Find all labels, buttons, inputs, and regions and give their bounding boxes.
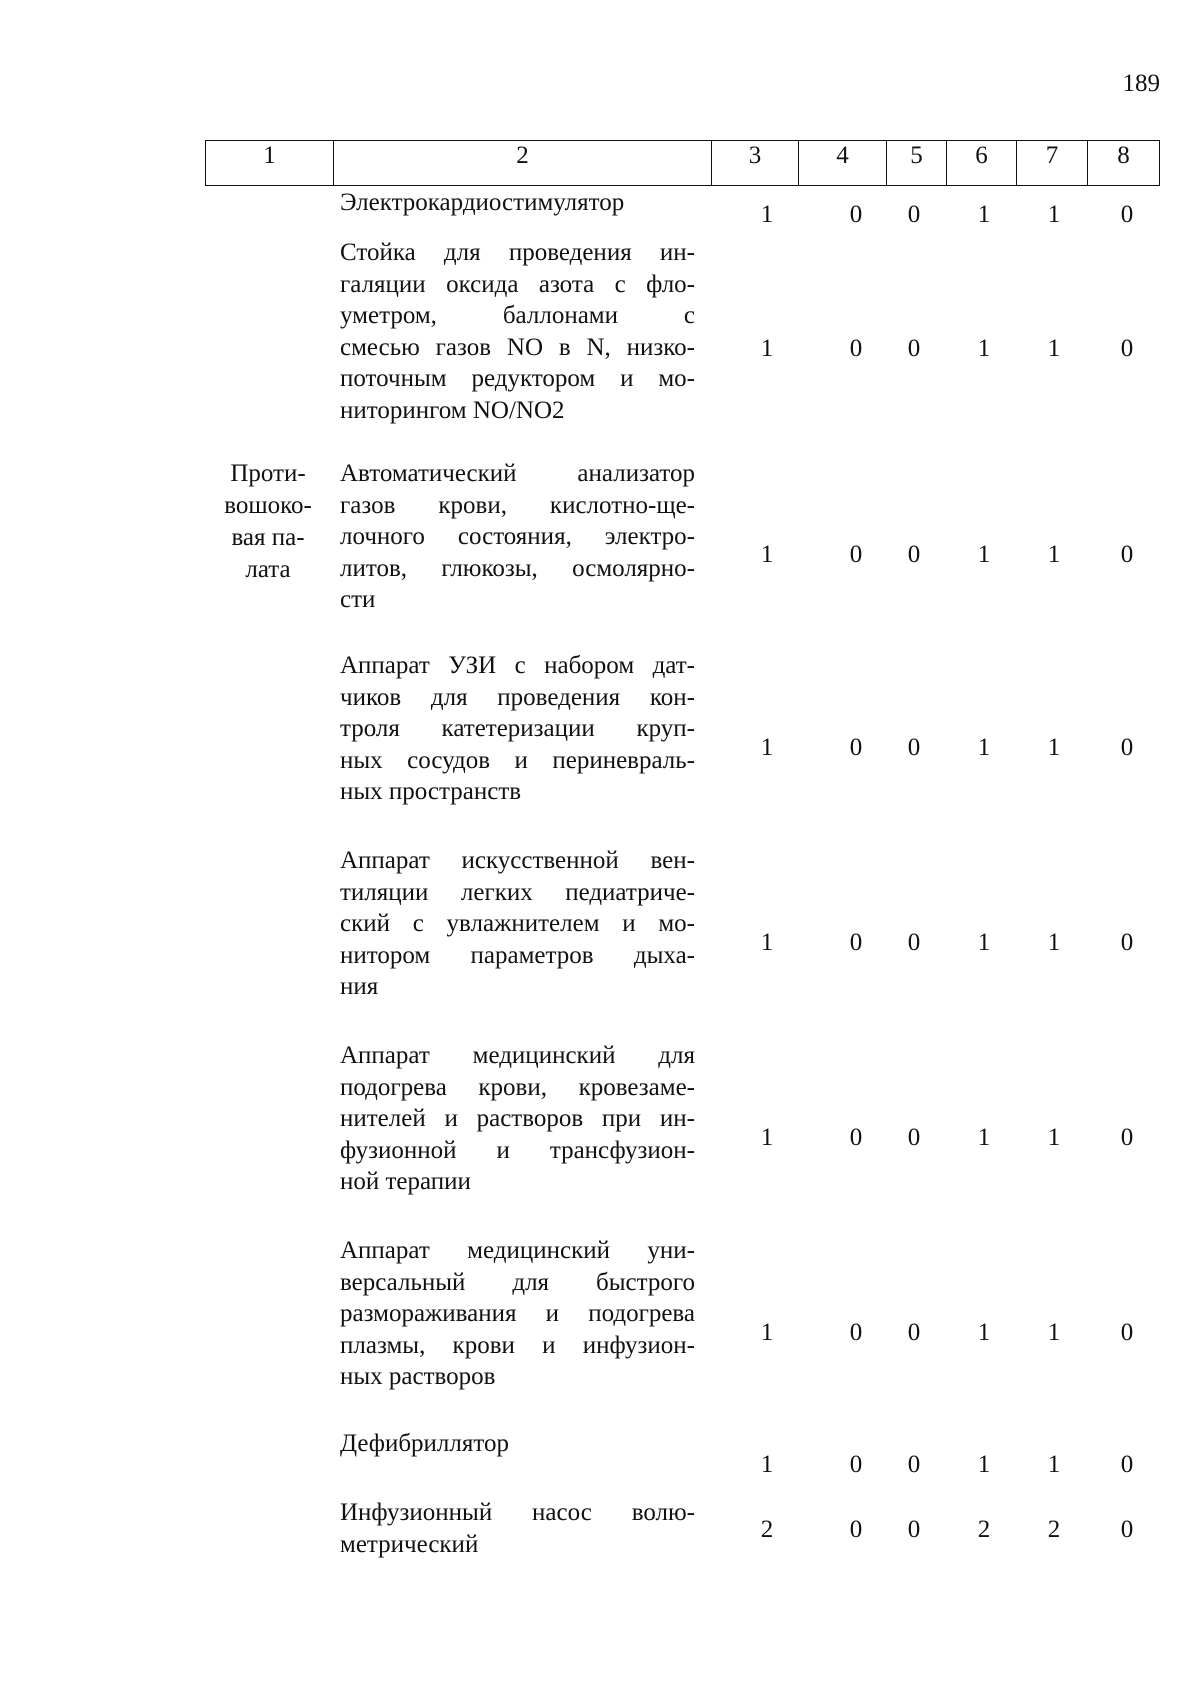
name-line: Автоматический анализатор [340, 460, 695, 487]
value-col-5: 0 [907, 734, 921, 761]
value-col-4: 0 [849, 541, 863, 568]
value-col-8: 0 [1120, 335, 1134, 362]
name-line: ниторингом NO/NO2 [340, 396, 565, 424]
name-line: ной терапии [340, 1168, 471, 1195]
value-col-6: 1 [977, 734, 991, 761]
value-col-4: 0 [849, 201, 863, 228]
page-number: 189 [1122, 70, 1160, 97]
value-col-6: 1 [977, 201, 991, 228]
equipment-name [340, 1428, 695, 1460]
value-col-7: 1 [1047, 929, 1061, 956]
value-col-6: 2 [977, 1516, 991, 1543]
value-col-8: 0 [1120, 1451, 1134, 1478]
name-line: ных пространств [340, 778, 522, 805]
equipment-name [340, 650, 695, 808]
value-col-7: 1 [1047, 335, 1061, 362]
value-col-8: 0 [1120, 1319, 1134, 1346]
value-col-8: 0 [1120, 201, 1134, 228]
section-label [208, 458, 328, 586]
value-col-7: 1 [1047, 734, 1061, 761]
name-line: Аппарат искусственной вен- [340, 847, 695, 874]
name-line: чиков для проведения кон- [340, 683, 695, 711]
value-col-3: 1 [760, 541, 774, 568]
name-line: Аппарат УЗИ с набором дат- [340, 652, 695, 679]
name-line: ных сосудов и периневраль- [340, 746, 695, 774]
name-line: нитором параметров дыха- [340, 941, 695, 969]
name-line: галяции оксида азота с фло- [340, 270, 695, 298]
value-col-3: 1 [760, 335, 774, 362]
value-col-5: 0 [907, 335, 921, 362]
value-col-7: 1 [1047, 1124, 1061, 1151]
section-label-line: Проти- [230, 460, 306, 487]
header-col-2: 2 [334, 141, 712, 186]
value-col-8: 0 [1120, 929, 1134, 956]
value-col-7: 1 [1047, 201, 1061, 228]
value-col-6: 1 [977, 1451, 991, 1478]
header-col-8: 8 [1088, 141, 1160, 186]
name-line: плазмы, крови и инфузион- [340, 1331, 695, 1359]
value-col-7: 2 [1047, 1516, 1061, 1543]
value-col-4: 0 [849, 335, 863, 362]
value-col-4: 0 [849, 1319, 863, 1346]
name-line: лочного состояния, электро- [340, 523, 695, 550]
value-col-3: 2 [760, 1516, 774, 1543]
equipment-name [340, 458, 695, 616]
name-line: литов, глюкозы, осмолярно- [340, 554, 695, 582]
name-line: Инфузионный насос волю- [340, 1499, 695, 1526]
equipment-name [340, 1235, 695, 1393]
value-col-3: 1 [760, 929, 774, 956]
section-label-line: вошоко- [224, 492, 312, 519]
name-line: троля катетеризации круп- [340, 715, 695, 742]
name-line: поточным редуктором и мо- [340, 365, 695, 392]
header-col-3: 3 [712, 141, 799, 186]
value-col-4: 0 [849, 1124, 863, 1151]
name-line: сти [340, 586, 376, 613]
value-col-7: 1 [1047, 1319, 1061, 1346]
name-line: фузионной и трансфузион- [340, 1136, 695, 1164]
value-col-3: 1 [760, 1319, 774, 1346]
name-line: ский с увлажнителем и мо- [340, 910, 695, 937]
header-col-5: 5 [887, 141, 947, 186]
value-col-5: 0 [907, 1124, 921, 1151]
value-col-3: 1 [760, 734, 774, 761]
value-col-6: 1 [977, 335, 991, 362]
name-line: Аппарат медицинский для [340, 1042, 695, 1069]
value-col-6: 1 [977, 541, 991, 568]
value-col-5: 0 [907, 929, 921, 956]
name-line: газов крови, кислотно-ще- [340, 491, 695, 519]
header-col-7: 7 [1017, 141, 1088, 186]
value-col-4: 0 [849, 1516, 863, 1543]
name-line: смесью газов NO в N, низко- [340, 333, 695, 361]
value-col-6: 1 [977, 1124, 991, 1151]
name-line: нителей и растворов при ин- [340, 1105, 695, 1132]
value-col-4: 0 [849, 929, 863, 956]
value-col-5: 0 [907, 201, 921, 228]
name-line: ния [340, 973, 379, 1000]
name-line: подогрева крови, кровезаме- [340, 1073, 695, 1101]
value-col-3: 1 [760, 201, 774, 228]
equipment-name [340, 237, 695, 426]
header-col-1: 1 [206, 141, 334, 186]
value-col-7: 1 [1047, 541, 1061, 568]
value-col-8: 0 [1120, 1124, 1134, 1151]
value-col-4: 0 [849, 1451, 863, 1478]
name-line: метрический [340, 1530, 479, 1558]
name-line: Дефибриллятор [340, 1430, 509, 1457]
header-row [206, 141, 1160, 186]
value-col-6: 1 [977, 929, 991, 956]
value-col-8: 0 [1120, 734, 1134, 761]
value-col-8: 0 [1120, 541, 1134, 568]
value-col-5: 0 [907, 1516, 921, 1543]
value-col-4: 0 [849, 734, 863, 761]
equipment-name [340, 1497, 695, 1560]
name-line: уметром, баллонами с [340, 302, 695, 329]
name-line: Аппарат медицинский уни- [340, 1237, 695, 1264]
section-label-line: вая па- [231, 524, 305, 551]
name-line: тиляции легких педиатриче- [340, 878, 695, 906]
value-col-5: 0 [907, 541, 921, 568]
value-col-6: 1 [977, 1319, 991, 1346]
value-col-3: 1 [760, 1124, 774, 1151]
equipment-name [340, 845, 695, 1003]
name-line: размораживания и подогрева [340, 1300, 695, 1327]
equipment-name [340, 1040, 695, 1198]
name-line: Электрокардиостимулятор [340, 189, 625, 216]
value-col-5: 0 [907, 1319, 921, 1346]
value-col-8: 0 [1120, 1516, 1134, 1543]
name-line: Стойка для проведения ин- [340, 239, 695, 266]
value-col-5: 0 [907, 1451, 921, 1478]
table-header [205, 140, 1160, 186]
header-col-6: 6 [947, 141, 1017, 186]
name-line: версальный для быстрого [340, 1268, 695, 1296]
value-col-7: 1 [1047, 1451, 1061, 1478]
header-col-4: 4 [799, 141, 887, 186]
section-label-line: лата [245, 556, 291, 583]
value-col-3: 1 [760, 1451, 774, 1478]
name-line: ных растворов [340, 1363, 496, 1390]
equipment-name [340, 187, 695, 219]
